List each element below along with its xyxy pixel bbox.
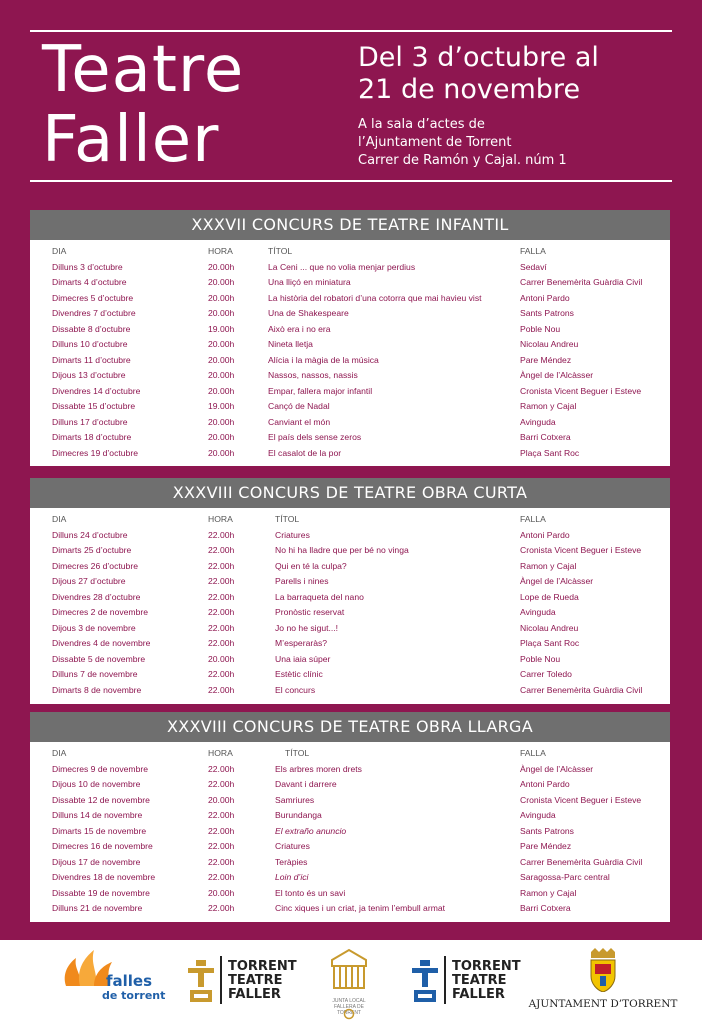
cell-hora: 20.00h bbox=[208, 261, 235, 272]
table-row bbox=[30, 384, 670, 399]
cell-dia: Dijous 10 de novembre bbox=[52, 779, 141, 789]
cell-hora: 22.00h bbox=[208, 810, 235, 820]
dates-line-2: 21 de novembre bbox=[358, 74, 581, 105]
table-row bbox=[30, 667, 670, 682]
falles-de-torrent-logo bbox=[60, 946, 170, 1016]
cell-falla: Avinguda bbox=[520, 810, 556, 820]
cell-dia: Divendres 14 d’octubre bbox=[52, 385, 141, 396]
cell-titol: Jo no he sigut...! bbox=[275, 622, 339, 633]
cell-titol: Criatures bbox=[275, 841, 310, 851]
cell-dia: Dilluns 14 de novembre bbox=[52, 810, 143, 820]
cell-dia: Dijous 27 d’octubre bbox=[52, 576, 126, 586]
table-row bbox=[30, 306, 670, 321]
cell-titol: Teràpies bbox=[275, 856, 308, 867]
table-header bbox=[30, 244, 670, 259]
table-row bbox=[30, 808, 670, 823]
col-dia: DIA bbox=[52, 246, 67, 256]
section-obra-curta bbox=[30, 478, 670, 704]
cell-titol: El país dels sense zeros bbox=[268, 432, 362, 442]
cell-titol: Parells i nines bbox=[275, 576, 329, 586]
ttf-line-2: TEATRE bbox=[452, 973, 507, 988]
cell-titol: Samriures bbox=[275, 794, 315, 805]
torrent-teatre-faller-logo-blue bbox=[410, 956, 520, 1008]
cell-falla: Antoni Pardo bbox=[520, 292, 570, 303]
cell-titol: Nassos, nassos, nassis bbox=[268, 370, 358, 380]
cell-falla: Barri Cotxera bbox=[520, 432, 571, 442]
cell-hora: 20.00h bbox=[208, 794, 235, 805]
table-row bbox=[30, 260, 670, 275]
cell-dia: Dijous 17 de novembre bbox=[52, 856, 141, 867]
cell-titol: Loin d’ici bbox=[275, 872, 309, 882]
cell-titol: Burundanga bbox=[275, 810, 322, 820]
cell-dia: Dimecres 9 de novembre bbox=[52, 763, 149, 774]
cell-falla: Antoni Pardo bbox=[520, 529, 570, 540]
cell-falla: Avinguda bbox=[520, 416, 556, 427]
section-title: XXXVII CONCURS DE TEATRE INFANTIL bbox=[30, 210, 670, 240]
col-hora: HORA bbox=[208, 246, 233, 256]
cell-dia: Divendres 28 d’octubre bbox=[52, 591, 141, 602]
divider bbox=[444, 956, 446, 1004]
cell-hora: 22.00h bbox=[208, 825, 235, 836]
table-row bbox=[30, 870, 670, 885]
section-title: XXXVIII CONCURS DE TEATRE OBRA LLARGA bbox=[30, 712, 670, 742]
cell-dia: Dimecres 19 d’octubre bbox=[52, 447, 138, 458]
ttf-line-3: FALLER bbox=[228, 987, 281, 1002]
cell-hora: 20.00h bbox=[208, 416, 235, 427]
table-row bbox=[30, 901, 670, 916]
cell-dia: Dilluns 3 d’octubre bbox=[52, 261, 123, 272]
cell-falla: Àngel de l’Alcàsser bbox=[520, 763, 594, 774]
cell-falla: Saragossa-Parc central bbox=[520, 872, 610, 882]
cell-titol: Una lliçó en miniatura bbox=[268, 277, 351, 287]
table-row bbox=[30, 353, 670, 368]
cell-titol: Empar, fallera major infantil bbox=[268, 385, 373, 396]
cell-hora: 22.00h bbox=[208, 856, 235, 867]
cell-falla: Ramon y Cajal bbox=[520, 401, 577, 411]
cell-falla: Barri Cotxera bbox=[520, 903, 571, 913]
cell-falla: Nicolau Andreu bbox=[520, 622, 579, 633]
table-row bbox=[30, 652, 670, 667]
cell-titol: Davant i darrere bbox=[275, 779, 337, 789]
table-row bbox=[30, 543, 670, 558]
cell-falla: Nicolau Andreu bbox=[520, 339, 579, 349]
cell-hora: 22.00h bbox=[208, 872, 235, 882]
cell-hora: 22.00h bbox=[208, 591, 235, 602]
cell-falla: Sants Patrons bbox=[520, 825, 574, 836]
circle-icon bbox=[343, 1008, 355, 1020]
cell-dia: Dimecres 2 de novembre bbox=[52, 607, 149, 617]
cell-titol: La història del robatori d’una cotorra que mai havieu vist bbox=[268, 292, 482, 303]
cell-dia: Divendres 18 de novembre bbox=[52, 872, 156, 882]
cell-hora: 22.00h bbox=[208, 622, 235, 633]
cell-dia: Dilluns 7 de novembre bbox=[52, 669, 138, 679]
cell-falla: Lope de Rueda bbox=[520, 591, 579, 602]
cell-hora: 20.00h bbox=[208, 354, 235, 365]
cell-hora: 19.00h bbox=[208, 323, 235, 334]
cell-hora: 22.00h bbox=[208, 763, 235, 774]
cell-hora: 22.00h bbox=[208, 841, 235, 851]
table-row bbox=[30, 824, 670, 839]
cell-hora: 20.00h bbox=[208, 292, 235, 303]
ajuntament-text: AJUNTAMENT D’TORRENT bbox=[528, 998, 678, 1010]
section-infantil bbox=[30, 210, 670, 466]
date-range bbox=[358, 42, 599, 106]
table-row bbox=[30, 574, 670, 589]
cell-dia: Dimarts 8 de novembre bbox=[52, 684, 142, 695]
schedule-table bbox=[30, 742, 670, 922]
cell-hora: 20.00h bbox=[208, 447, 235, 458]
cell-hora: 22.00h bbox=[208, 529, 235, 540]
cell-titol: Pronòstic reservat bbox=[275, 607, 345, 617]
cell-falla: Sants Patrons bbox=[520, 308, 574, 318]
table-row bbox=[30, 399, 670, 414]
cell-falla: Sedaví bbox=[520, 261, 547, 272]
table-row bbox=[30, 683, 670, 698]
cell-titol: M’esperaràs? bbox=[275, 638, 328, 648]
cell-dia: Dilluns 17 d’octubre bbox=[52, 416, 128, 427]
junta-local-fallera-logo bbox=[324, 946, 374, 1020]
cell-dia: Dimarts 18 d’octubre bbox=[52, 432, 132, 442]
sponsors-footer bbox=[0, 940, 702, 1024]
cell-falla: Poble Nou bbox=[520, 323, 561, 334]
cell-falla: Carrer Toledo bbox=[520, 669, 572, 679]
cell-falla: Ramon y Cajal bbox=[520, 887, 577, 898]
col-titol: TÍTOL bbox=[285, 748, 310, 758]
table-row bbox=[30, 605, 670, 620]
table-row bbox=[30, 446, 670, 461]
cell-falla: Plaça Sant Roc bbox=[520, 447, 580, 458]
col-hora: HORA bbox=[208, 748, 233, 758]
cell-titol: Alícia i la màgia de la música bbox=[268, 354, 379, 365]
col-dia: DIA bbox=[52, 748, 67, 758]
col-hora: HORA bbox=[208, 514, 233, 524]
cell-dia: Dissabte 5 de novembre bbox=[52, 653, 146, 664]
table-row bbox=[30, 430, 670, 445]
divider bbox=[220, 956, 222, 1004]
venue-line-1: A la sala d’actes de bbox=[358, 117, 485, 132]
cell-hora: 22.00h bbox=[208, 684, 235, 695]
cell-titol: La Ceni ... que no volia menjar perdius bbox=[268, 261, 416, 272]
table-row bbox=[30, 886, 670, 901]
table-header bbox=[30, 512, 670, 527]
cell-hora: 22.00h bbox=[208, 607, 235, 617]
title-line-2: Faller bbox=[42, 103, 220, 177]
cell-hora: 22.00h bbox=[208, 576, 235, 586]
cell-titol: No hi ha lladre que per bé no vinga bbox=[275, 545, 409, 555]
cell-hora: 22.00h bbox=[208, 560, 235, 571]
cell-falla: Pare Méndez bbox=[520, 354, 572, 365]
cell-titol: Qui en té la culpa? bbox=[275, 560, 347, 571]
crest-icon bbox=[324, 946, 374, 996]
falles-line-2: de torrent bbox=[102, 989, 166, 1002]
cell-titol: Cançó de Nadal bbox=[268, 401, 330, 411]
ttf-mark-blue-icon bbox=[410, 958, 440, 1004]
table-row bbox=[30, 415, 670, 430]
cell-dia: Dimarts 4 d’octubre bbox=[52, 277, 127, 287]
col-titol: TÍTOL bbox=[275, 514, 300, 524]
cell-hora: 20.00h bbox=[208, 385, 235, 396]
cell-dia: Dimarts 15 de novembre bbox=[52, 825, 147, 836]
col-falla: FALLA bbox=[520, 748, 546, 758]
table-row bbox=[30, 368, 670, 383]
cell-hora: 20.00h bbox=[208, 432, 235, 442]
table-row bbox=[30, 322, 670, 337]
cell-dia: Dimecres 16 de novembre bbox=[52, 841, 153, 851]
coat-of-arms-icon bbox=[585, 948, 621, 992]
cell-hora: 20.00h bbox=[208, 308, 235, 318]
cell-hora: 22.00h bbox=[208, 638, 235, 648]
cell-titol: La barraqueta del nano bbox=[275, 591, 364, 602]
schedule-table bbox=[30, 240, 670, 466]
torrent-teatre-faller-logo bbox=[186, 956, 296, 1008]
cell-dia: Divendres 4 de novembre bbox=[52, 638, 151, 648]
cell-dia: Dissabte 12 de novembre bbox=[52, 794, 150, 805]
section-obra-llarga bbox=[30, 712, 670, 922]
table-row bbox=[30, 621, 670, 636]
schedule-table bbox=[30, 508, 670, 704]
cell-titol: Una de Shakespeare bbox=[268, 308, 349, 318]
table-row bbox=[30, 559, 670, 574]
cell-titol: Nineta lletja bbox=[268, 339, 313, 349]
cell-titol: El tonto és un savi bbox=[275, 887, 346, 898]
ttf-line-3: FALLER bbox=[452, 987, 505, 1002]
cell-falla: Antoni Pardo bbox=[520, 779, 570, 789]
junta-text: JUNTA LOCAL FALLERA DE TORRENT bbox=[332, 998, 366, 1016]
cell-titol: Els arbres moren drets bbox=[275, 763, 362, 774]
table-row bbox=[30, 793, 670, 808]
cell-titol: Criatures bbox=[275, 529, 310, 540]
cell-titol: El casalot de la por bbox=[268, 447, 342, 458]
table-row bbox=[30, 337, 670, 352]
table-header bbox=[30, 746, 670, 761]
cell-hora: 20.00h bbox=[208, 277, 235, 287]
table-row bbox=[30, 636, 670, 651]
cell-dia: Dissabte 19 de novembre bbox=[52, 887, 150, 898]
cell-hora: 20.00h bbox=[208, 370, 235, 380]
cell-titol: Una iaia súper bbox=[275, 653, 331, 664]
cell-dia: Dilluns 24 d’octubre bbox=[52, 529, 128, 540]
cell-falla: Avinguda bbox=[520, 607, 556, 617]
cell-dia: Dilluns 21 de novembre bbox=[52, 903, 143, 913]
cell-titol: Estètic clínic bbox=[275, 669, 323, 679]
cell-falla: Cronista Vicent Beguer i Esteve bbox=[520, 545, 642, 555]
cell-hora: 22.00h bbox=[208, 669, 235, 679]
ttf-line-2: TEATRE bbox=[228, 973, 283, 988]
page-title bbox=[42, 33, 245, 177]
cell-hora: 22.00h bbox=[208, 903, 235, 913]
table-row bbox=[30, 762, 670, 777]
cell-falla: Carrer Benemèrita Guàrdia Civil bbox=[520, 856, 643, 867]
cell-dia: Divendres 7 d’octubre bbox=[52, 308, 136, 318]
cell-dia: Dilluns 10 d’octubre bbox=[52, 339, 128, 349]
cell-dia: Dimarts 25 d’octubre bbox=[52, 545, 132, 555]
col-dia: DIA bbox=[52, 514, 67, 524]
cell-falla: Poble Nou bbox=[520, 653, 561, 664]
table-row bbox=[30, 590, 670, 605]
ttf-line-1: TORRENT bbox=[228, 959, 297, 974]
cell-dia: Dijous 3 de novembre bbox=[52, 622, 136, 633]
table-row bbox=[30, 291, 670, 306]
cell-falla: Pare Méndez bbox=[520, 841, 572, 851]
cell-titol: Cinc xiques i un criat, ja tenim l’embull armat bbox=[275, 903, 446, 913]
ttf-mark-icon bbox=[186, 958, 216, 1004]
cell-hora: 20.00h bbox=[208, 339, 235, 349]
cell-hora: 22.00h bbox=[208, 779, 235, 789]
ttf-line-1: TORRENT bbox=[452, 959, 521, 974]
cell-titol: Canviant el món bbox=[268, 416, 331, 427]
cell-dia: Dissabte 15 d’octubre bbox=[52, 401, 136, 411]
table-row bbox=[30, 275, 670, 290]
table-row bbox=[30, 855, 670, 870]
cell-titol: El extraño anuncio bbox=[275, 825, 347, 836]
cell-falla: Àngel de l’Alcàsser bbox=[520, 370, 594, 380]
venue-line-2: l’Ajuntament de Torrent bbox=[358, 135, 512, 150]
col-falla: FALLA bbox=[520, 514, 546, 524]
cell-dia: Dimecres 5 d’octubre bbox=[52, 292, 134, 303]
venue-line-3: Carrer de Ramón y Cajal. núm 1 bbox=[358, 153, 567, 168]
table-row bbox=[30, 528, 670, 543]
cell-dia: Dissabte 8 d’octubre bbox=[52, 323, 131, 334]
cell-hora: 22.00h bbox=[208, 545, 235, 555]
venue-info bbox=[358, 116, 567, 170]
cell-falla: Carrer Benemèrita Guàrdia Civil bbox=[520, 684, 643, 695]
cell-falla: Ramon y Cajal bbox=[520, 560, 577, 571]
cell-dia: Dimecres 26 d’octubre bbox=[52, 560, 138, 571]
falles-line-1: falles bbox=[106, 972, 153, 990]
col-titol: TÍTOL bbox=[268, 246, 293, 256]
cell-falla: Cronista Vicent Beguer i Esteve bbox=[520, 385, 642, 396]
top-rule bbox=[30, 30, 672, 32]
cell-falla: Plaça Sant Roc bbox=[520, 638, 580, 648]
cell-falla: Carrer Benemèrita Guàrdia Civil bbox=[520, 277, 643, 287]
table-row bbox=[30, 839, 670, 854]
col-falla: FALLA bbox=[520, 246, 546, 256]
cell-titol: El concurs bbox=[275, 684, 316, 695]
title-line-1: Teatre bbox=[42, 33, 245, 107]
dates-line-1: Del 3 d’octubre al bbox=[358, 42, 599, 73]
cell-hora: 20.00h bbox=[208, 653, 235, 664]
cell-dia: Dijous 13 d’octubre bbox=[52, 370, 126, 380]
section-title: XXXVIII CONCURS DE TEATRE OBRA CURTA bbox=[30, 478, 670, 508]
cell-dia: Dimarts 11 d’octubre bbox=[52, 354, 131, 365]
table-row bbox=[30, 777, 670, 792]
ajuntament-torrent-logo bbox=[528, 948, 678, 1018]
cell-titol: Això era i no era bbox=[268, 323, 331, 334]
cell-falla: Cronista Vicent Beguer i Esteve bbox=[520, 794, 642, 805]
cell-hora: 19.00h bbox=[208, 401, 235, 411]
cell-hora: 20.00h bbox=[208, 887, 235, 898]
cell-falla: Àngel de l’Alcàsser bbox=[520, 576, 594, 586]
bottom-rule bbox=[30, 180, 672, 182]
